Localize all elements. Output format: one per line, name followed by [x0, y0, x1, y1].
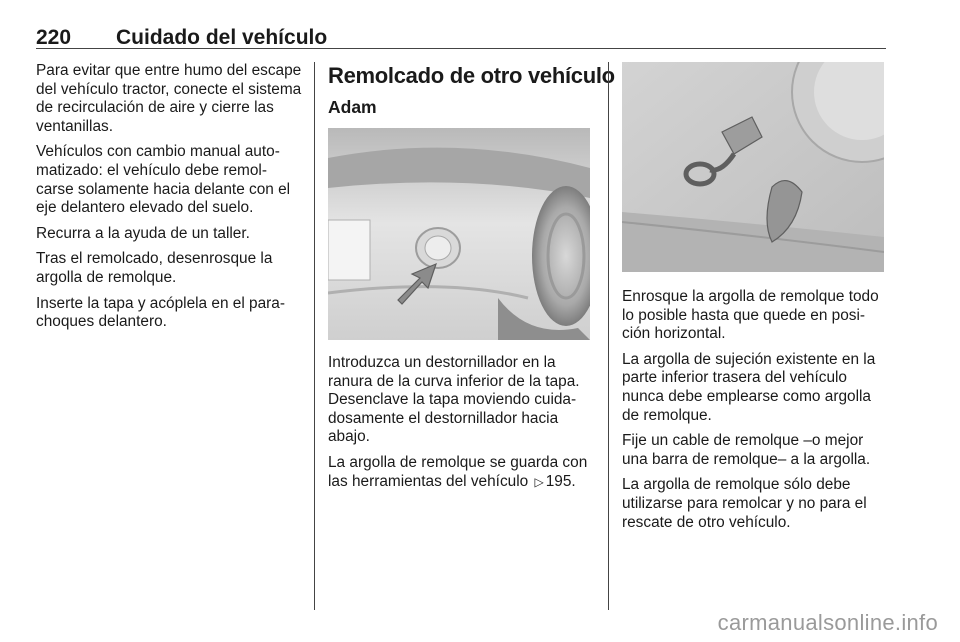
chapter-title: Cuidado del vehículo: [116, 26, 328, 49]
watermark: carmanualsonline.info: [717, 610, 938, 635]
paragraph: Inserte la tapa y acóplela en el para-choques delantero.: [36, 294, 285, 331]
paragraph-text: La argolla de remolque se guarda con las herramientas del vehículo: [328, 453, 588, 490]
paragraph: Para evitar que entre humo del escape del vehículo tractor, conecte el sistema de recirculación de aire y cierre las ventanillas.: [36, 62, 302, 135]
column-divider: [608, 62, 609, 610]
column-left: [36, 62, 304, 339]
header-divider: [36, 48, 886, 49]
column-right: [622, 62, 888, 539]
column-middle: [328, 62, 615, 498]
page-number: 220: [36, 26, 72, 49]
paragraph: La argolla de remolque sólo debe utilizarse para remolcar y no para el rescate de otro vehículo.: [622, 476, 867, 531]
paragraph: La argolla de sujeción existente en la parte inferior trasera del vehículo nunca debe emplearse como argolla de remolque.: [622, 350, 876, 424]
paragraph: Recurra a la ayuda de un taller.: [36, 224, 250, 242]
paragraph: Enrosque la argolla de remolque todo lo posible hasta que quede en posi-ción horizontal.: [622, 288, 879, 343]
towing-eye-illustration: [622, 62, 884, 272]
paragraph: Vehículos con cambio manual auto-matizado: el vehículo debe remol-carse solamente hacia delante con el eje delantero elevado del suelo.: [36, 143, 291, 217]
column-divider: [314, 62, 315, 610]
page-header: [36, 20, 886, 50]
subsection-title: Adam: [328, 97, 377, 117]
page-reference[interactable]: 195.: [545, 472, 576, 490]
bumper-cover-illustration: [328, 128, 590, 340]
paragraph-with-reference: [328, 454, 590, 491]
paragraph: Fije un cable de remolque –o mejor una barra de remolque– a la argolla.: [622, 432, 871, 468]
section-title: Remolcado de otro vehículo: [328, 63, 615, 88]
paragraph: Introduzca un destornillador en la ranura de la curva inferior de la tapa. Desenclave la tapa moviendo cuida-dosamente el destornillador hacia abajo.: [328, 354, 580, 446]
paragraph: Tras el remolcado, desenrosque la argolla de remolque.: [36, 250, 273, 286]
reference-arrow-icon: ▷: [534, 474, 544, 489]
